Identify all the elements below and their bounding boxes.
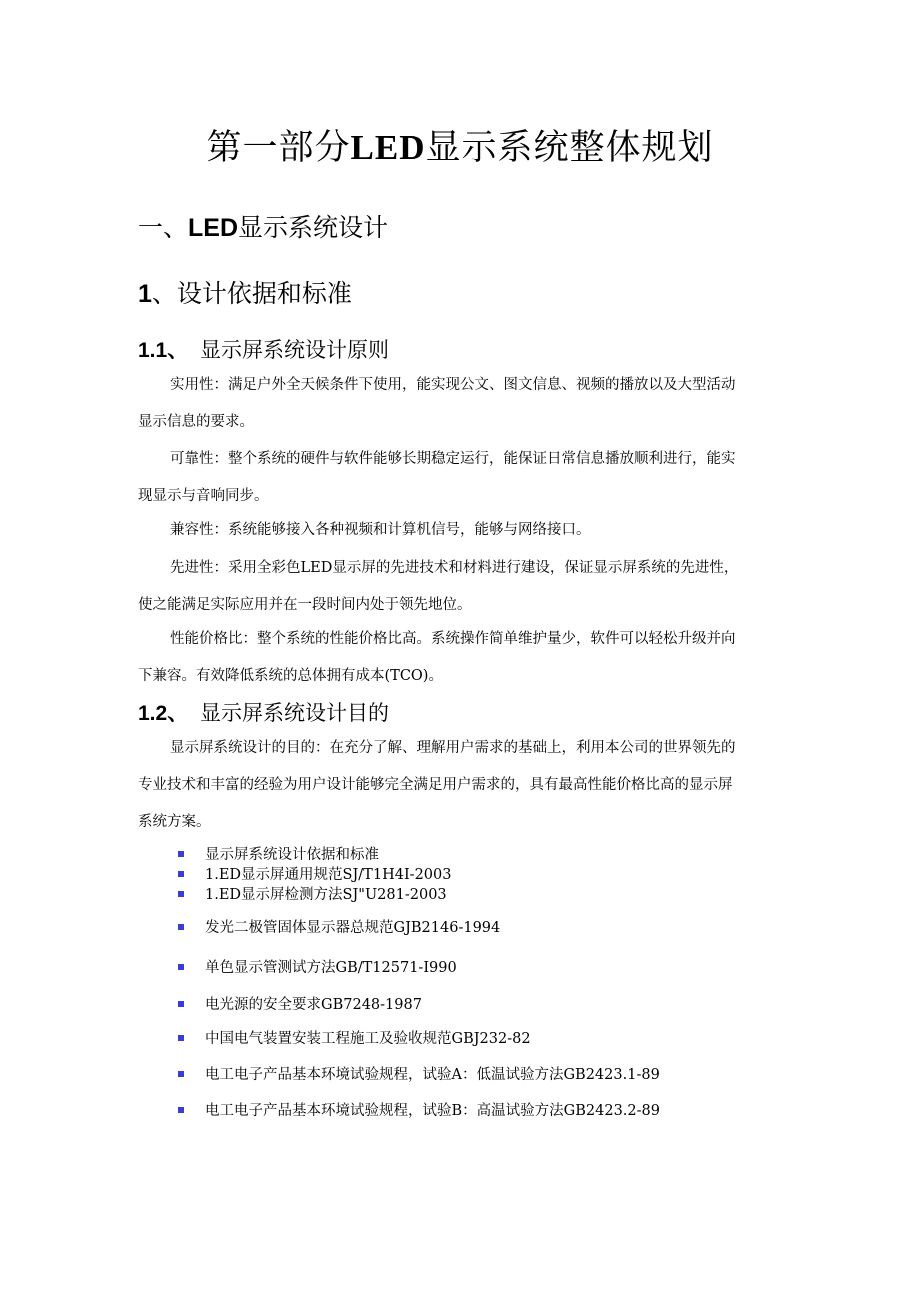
paragraph-line: 使之能满足实际应用并在一段时间内处于领先地位。 xyxy=(138,597,472,613)
section-title: 显示屏系统设计目的 xyxy=(200,701,389,725)
paragraph-line: 先进性：采用全彩色LED显示屏的先进技术和材料进行建设，保证显示屏系统的先进性， xyxy=(170,560,739,576)
list-item-text: 1.ED显示屏通用规范SJ/T1H4I-2003 xyxy=(205,867,452,883)
paragraph-line: 实用性：满足户外全天候条件下使用，能实现公文、图文信息、视频的播放以及大型活动 xyxy=(170,377,736,393)
section-title: 显示屏系统设计原则 xyxy=(200,338,389,362)
list-item xyxy=(178,885,447,905)
list-item-text: 发光二极管固体显示器总规范GJB2146-1994 xyxy=(205,920,501,936)
heading-section-1-2 xyxy=(138,697,389,730)
square-bullet-icon xyxy=(178,964,184,970)
list-item xyxy=(178,845,379,865)
paragraph-practicality xyxy=(138,367,788,441)
page-title-suffix: 显示系统整体规划 xyxy=(425,128,714,168)
square-bullet-icon xyxy=(178,1001,184,1007)
section-number: 1.2、 xyxy=(138,702,189,725)
list-item xyxy=(178,1065,660,1085)
heading-led-system-design xyxy=(138,208,388,248)
square-bullet-icon xyxy=(178,851,184,857)
paragraph-reliability xyxy=(138,441,788,515)
list-item xyxy=(178,958,457,978)
heading-suffix: 显示系统设计 xyxy=(238,213,389,242)
paragraph-line: 兼容性：系统能够接入各种视频和计算机信号，能够与网络接口。 xyxy=(170,522,591,538)
heading-text: 、设计依据和标准 xyxy=(151,279,352,308)
list-item-text: 单色显示管测试方法GB/T12571-I990 xyxy=(205,960,457,976)
page-title-latin: LED xyxy=(350,128,426,167)
section-number: 1.1、 xyxy=(138,339,189,362)
page-title xyxy=(0,122,920,174)
square-bullet-icon xyxy=(178,871,184,877)
square-bullet-icon xyxy=(178,891,184,897)
square-bullet-icon xyxy=(178,1107,184,1113)
paragraph-line: 系统方案。 xyxy=(138,814,211,830)
list-item-text: 电工电子产品基本环境试验规程，试验A：低温试验方法GB2423.1-89 xyxy=(205,1067,660,1083)
list-item-text: 1.ED显示屏检测方法SJ"U281-2003 xyxy=(205,887,447,903)
paragraph-advancement xyxy=(138,550,788,624)
list-item xyxy=(178,995,422,1015)
heading-prefix: 一、 xyxy=(138,213,189,242)
list-item xyxy=(178,1029,531,1049)
heading-latin: LED xyxy=(188,214,239,242)
page-title-prefix: 第一部分 xyxy=(206,128,351,168)
paragraph-line: 现显示与音响同步。 xyxy=(138,488,269,504)
paragraph-line: 显示屏系统设计的目的：在充分了解、理解用户需求的基础上，利用本公司的世界领先的 xyxy=(170,740,736,756)
list-item-text: 显示屏系统设计依据和标准 xyxy=(205,847,379,863)
paragraph-line: 性能价格比：整个系统的性能价格比高。系统操作简单维护量少，软件可以轻松升级并向 xyxy=(170,631,736,647)
paragraph-line: 显示信息的要求。 xyxy=(138,414,254,430)
paragraph-compatibility xyxy=(138,512,788,549)
list-item-text: 电工电子产品基本环境试验规程，试验B：高温试验方法GB2423.2-89 xyxy=(205,1103,660,1119)
heading-design-basis xyxy=(138,276,352,312)
heading-section-1-1 xyxy=(138,334,389,367)
square-bullet-icon xyxy=(178,1071,184,1077)
list-item xyxy=(178,918,500,938)
paragraph-design-purpose xyxy=(138,730,788,841)
paragraph-line: 专业技术和丰富的经验为用户设计能够完全满足用户需求的，具有最高性能价格比高的显示屏 xyxy=(138,777,733,793)
paragraph-cost-performance xyxy=(138,621,788,695)
list-item xyxy=(178,1101,660,1121)
list-item-text: 电光源的安全要求GB7248-1987 xyxy=(205,997,422,1013)
square-bullet-icon xyxy=(178,924,184,930)
paragraph-line: 下兼容。有效降低系统的总体拥有成本(TCO)。 xyxy=(138,668,443,684)
heading-number: 1 xyxy=(138,280,152,308)
list-item xyxy=(178,865,451,885)
square-bullet-icon xyxy=(178,1035,184,1041)
paragraph-line: 可靠性：整个系统的硬件与软件能够长期稳定运行，能保证日常信息播放顺利进行，能实 xyxy=(170,451,736,467)
list-item-text: 中国电气装置安装工程施工及验收规范GBJ232-82 xyxy=(205,1031,531,1047)
